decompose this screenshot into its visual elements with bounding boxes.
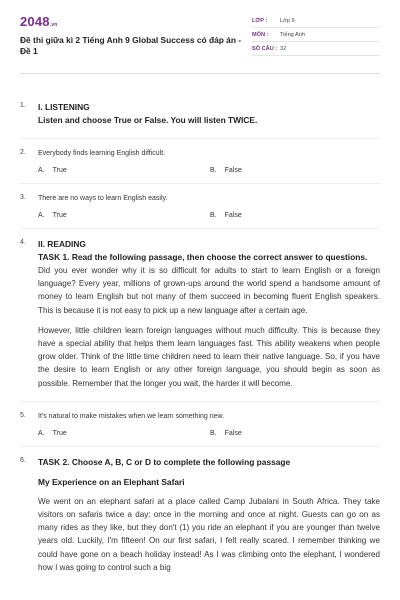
- option-a[interactable]: [38, 430, 210, 437]
- option-letter: A.: [38, 429, 45, 437]
- option-text: True: [52, 167, 67, 174]
- option-letter: B.: [210, 167, 217, 174]
- option-text: False: [224, 212, 242, 219]
- question-number: 5.: [20, 411, 26, 419]
- answer-options: [38, 212, 382, 219]
- meta-class-value: Lớp 9: [280, 17, 295, 24]
- question-body: [38, 239, 380, 390]
- section-title: I. LISTENING: [38, 102, 90, 112]
- logo-suffix: .vn: [49, 22, 58, 28]
- passage-title: My Experience on an Elephant Safari: [38, 476, 185, 487]
- divider: [20, 401, 380, 402]
- logo-text: 2048: [20, 14, 50, 29]
- option-b[interactable]: [210, 212, 382, 219]
- option-text: True: [52, 429, 67, 437]
- question-text: Everybody finds learning English difficult.: [38, 150, 166, 157]
- question-text: There are no ways to learn English easily.: [38, 195, 168, 202]
- question-body: [38, 412, 382, 437]
- site-logo[interactable]: [20, 14, 250, 33]
- meta-class-label: LỚP :: [252, 17, 268, 24]
- meta-count-value: 32: [280, 45, 287, 52]
- instruction: Listen and choose True or False. You will listen TWICE.: [38, 115, 258, 125]
- question-body: [38, 102, 380, 126]
- meta-panel: [252, 14, 380, 73]
- question-1: [20, 102, 380, 126]
- option-text: True: [52, 212, 67, 219]
- instruction: TASK 1. Read the following passage, then choose the correct answer to questions.: [38, 252, 368, 262]
- option-letter: A.: [38, 212, 45, 219]
- document-title: Đề thi giữa kì 2 Tiếng Anh 9 Global Success có đáp án - Đề 1: [20, 35, 242, 56]
- option-text: False: [224, 429, 242, 437]
- answer-options: [38, 430, 382, 437]
- option-a[interactable]: [38, 212, 210, 219]
- question-body: [38, 194, 382, 219]
- question-2: [20, 149, 380, 174]
- section-title: II. READING: [38, 239, 86, 249]
- header-left: [20, 14, 250, 73]
- option-letter: B.: [210, 429, 217, 437]
- instruction: TASK 2. Choose A, B, C or D to complete the following passage: [38, 456, 291, 467]
- meta-subject-value: Tiếng Anh: [280, 31, 305, 38]
- answer-options: [38, 167, 382, 174]
- divider: [20, 446, 380, 447]
- question-number: 4.: [20, 239, 26, 246]
- option-letter: A.: [38, 167, 45, 174]
- passage-paragraph: We went on an elephant safari at a place called Camp Jubalani in South Africa. They take visitors on safaris twice a day: once in the morning and once at night. Guests can go on as many rides as they like, but they don't (1) you ride an elephant if you are younger than twelve years old. Luckily, I'm fifteen! On our first safari, I felt really scared. I remember thinking we could have gone on a beach holiday instead! As I was climbing onto the elephant, I wondered how I was going to control such a big: [38, 496, 380, 572]
- option-letter: B.: [210, 212, 217, 219]
- passage-paragraph: However, little children learn foreign languages without much difficulty. This is because they have a special ability that helps them learn languages fast. This ability weakens when people grow older. Think of the little time children need to learn their native language. So, if you have the desire to learn English or any other foreign language, you should begin as soon as possible. Remember that the longer you wait, the harder it will become.: [38, 325, 380, 388]
- question-number: 2.: [20, 149, 26, 156]
- meta-subject-row: [252, 28, 380, 42]
- question-body: [38, 457, 380, 574]
- divider: [20, 183, 380, 184]
- question-text: It's natural to make mistakes when we learn something new.: [38, 412, 225, 420]
- question-3: [20, 194, 380, 219]
- passage-paragraph: Did you ever wonder why it is so difficult for adults to start to learn English or a foreign language? Every year, millions of grown-ups around the world spend a handsome amount of money to learn English but not many of them succeed in becoming fluent English speakers. This is because it is not easy to pick up a new language after a certain age.: [38, 266, 380, 315]
- meta-subject-label: MÔN :: [252, 31, 269, 38]
- question-body: [38, 149, 382, 174]
- option-b[interactable]: [210, 430, 382, 437]
- meta-count-row: [252, 42, 380, 56]
- option-text: False: [224, 167, 242, 174]
- divider: [20, 228, 380, 229]
- question-number: 3.: [20, 194, 26, 201]
- option-b[interactable]: [210, 167, 382, 174]
- divider: [20, 138, 380, 139]
- meta-count-label: SỐ CÂU :: [252, 45, 278, 52]
- document-header: [20, 14, 380, 74]
- question-6: [20, 457, 380, 574]
- option-a[interactable]: [38, 167, 210, 174]
- question-number: 6.: [20, 456, 26, 464]
- question-5: [20, 412, 380, 437]
- meta-class-row: [252, 14, 380, 28]
- question-number: 1.: [20, 102, 26, 109]
- question-4: [20, 239, 380, 390]
